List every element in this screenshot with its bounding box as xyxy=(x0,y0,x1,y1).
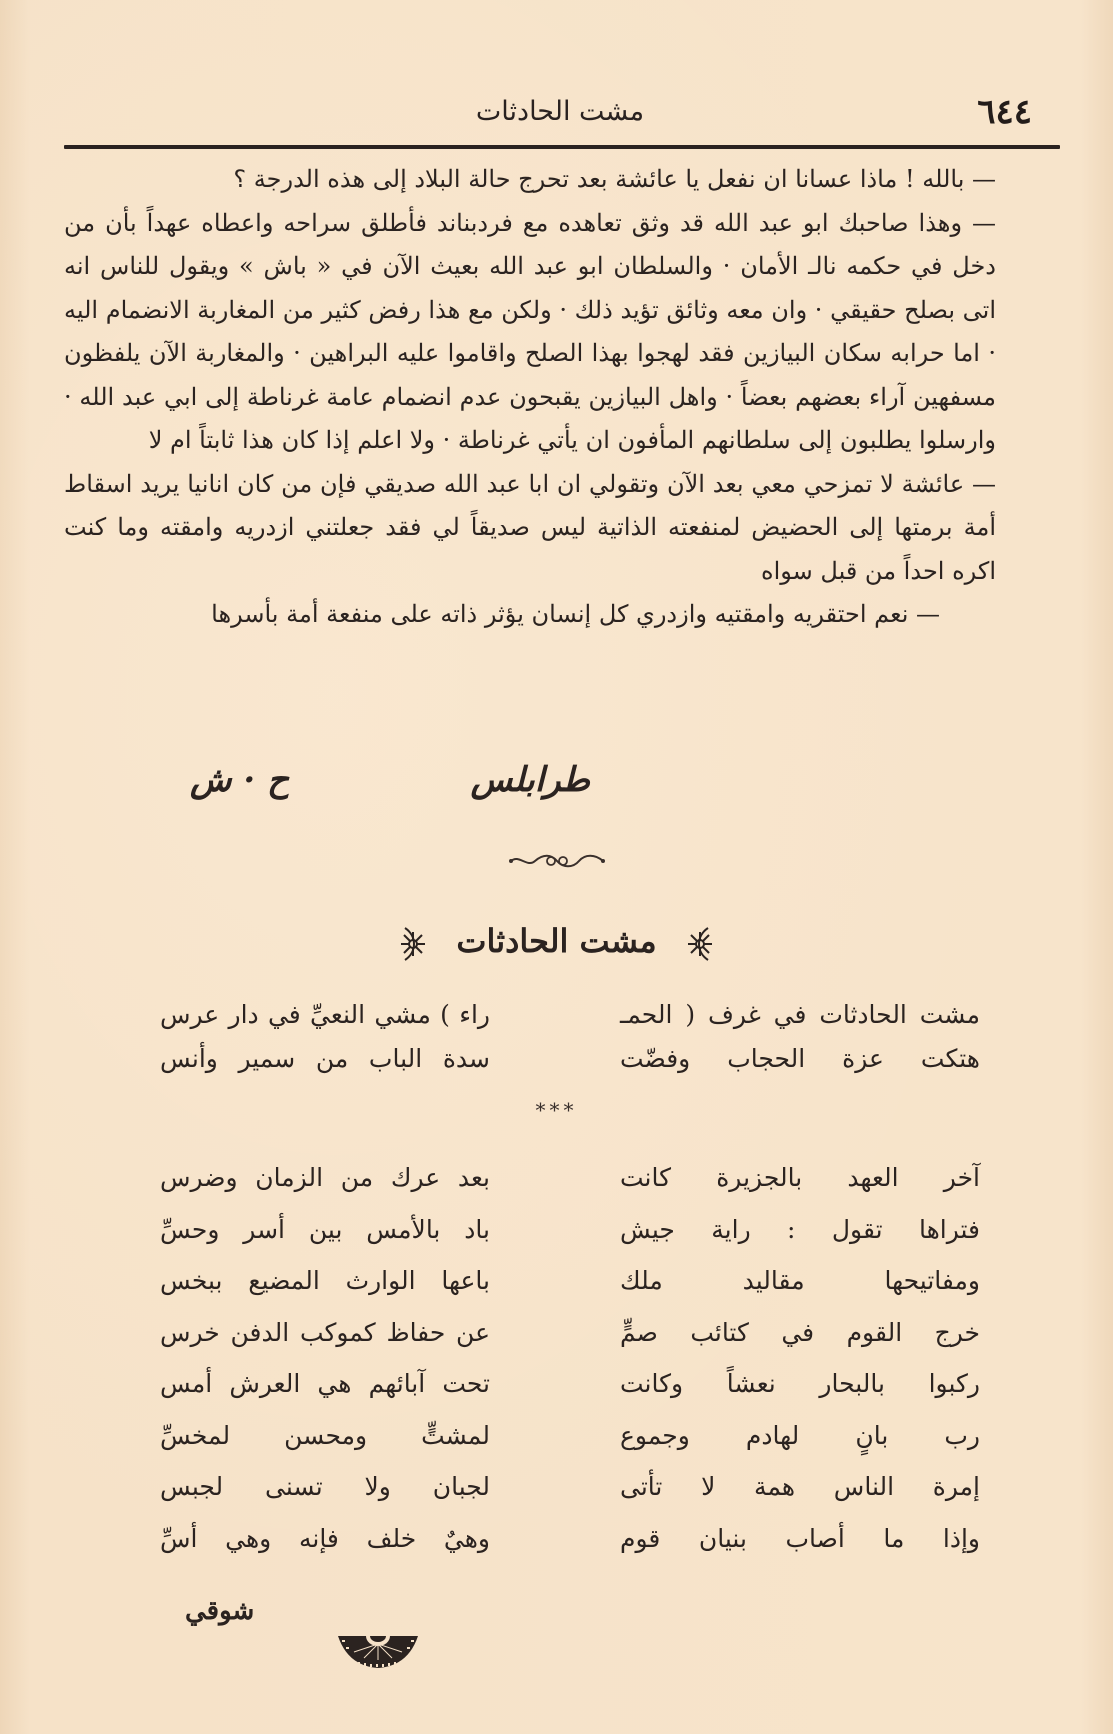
verse-first-hemistich: إمرة الناس همة لا تأتى xyxy=(620,1472,980,1501)
verse xyxy=(140,1359,980,1411)
poem-stanza-2 xyxy=(140,1153,980,1565)
verse xyxy=(140,1514,980,1566)
verse-first-hemistich: ركبوا بالبحار نعشاً وكانت xyxy=(620,1369,980,1398)
paragraph: — نعم احتقريه وامقتيه وازدري كل إنسان يؤثر ذاته على منفعة أمة بأسرها xyxy=(211,600,940,628)
star-ornament-icon xyxy=(395,926,431,962)
verse-first-hemistich: رب بانٍ لهادم وجموع xyxy=(620,1420,980,1450)
poem-title-text: مشت الحادثات xyxy=(456,922,657,960)
verse-second-hemistich: وهيٌ خلف فإنه وهي أسِّ xyxy=(160,1523,490,1553)
verse-first-hemistich: وإذا ما أصاب بنيان قوم xyxy=(620,1523,980,1553)
verse-first-hemistich: ومفاتيحها مقاليد ملك xyxy=(620,1266,980,1295)
verse xyxy=(140,1153,980,1205)
verse-first-hemistich: فتراها تقول : راية جيش xyxy=(620,1214,980,1244)
star-ornament-icon xyxy=(682,926,718,962)
running-title: مشت الحادثات xyxy=(475,96,645,127)
fan-tailpiece-ornament-icon xyxy=(336,1630,420,1670)
running-head xyxy=(62,92,1058,138)
flourish-ornament-icon xyxy=(507,852,607,870)
paragraph: — عائشة لا تمزحي معي بعد الآن وتقولي ان ابا عبد الله صديقي فإن من كان انانيا يريد اسقاط أمة برمتها إلى الحضيض لمنفعته الذاتية ليس صديقاً لي فقد جعلتني ازدريه وامقته وما كنت اكره احداً من قبل سواه xyxy=(64,469,996,585)
prose-body xyxy=(64,158,1060,637)
signature-place: طرابلس xyxy=(470,760,590,800)
verse-second-hemistich: راء ) مشي النعيِّ في دار عرس xyxy=(160,1000,490,1029)
verse xyxy=(140,1256,980,1308)
verse-second-hemistich: بعد عرك من الزمان وضرس xyxy=(160,1163,490,1192)
verse-second-hemistich: باد بالأمس بين أسر وحسِّ xyxy=(160,1214,490,1244)
signature-initials: ح · ش xyxy=(190,760,289,800)
verse-first-hemistich: هتكت عزة الحجاب وفضّت xyxy=(620,1044,980,1073)
verse xyxy=(140,1462,980,1514)
verse-second-hemistich: عن حفاظ كموكب الدفن خرس xyxy=(160,1317,490,1347)
header-rule xyxy=(64,145,1060,149)
verse-second-hemistich: سدة الباب من سمير وأنس xyxy=(160,1044,490,1073)
verse-second-hemistich: لمشتٍّ ومحسن لمخسِّ xyxy=(160,1420,490,1450)
verse xyxy=(140,1000,980,1044)
poem-stanza-1 xyxy=(140,1000,980,1088)
verse xyxy=(140,1044,980,1088)
verse xyxy=(140,1308,980,1360)
verse-first-hemistich: مشت الحادثات في غرف ( الحمـ xyxy=(620,1000,980,1029)
verse-second-hemistich: تحت آبائهم هي العرش أمس xyxy=(160,1369,490,1398)
verse-second-hemistich: باعها الوارث المضيع ببخس xyxy=(160,1266,490,1295)
verse-second-hemistich: لجبان ولا تسنى لجبس xyxy=(160,1472,490,1501)
paragraph: — وهذا صاحبك ابو عبد الله قد وثق تعاهده مع فردبناند فأطلق سراحه واعطاه عهداً بأن من دخل في حكمه نالـ الأمان · والسلطان ابو عبد الله بعيث الآن في « باش » ويقول للناس انه اتى بصلح حقيقي · وان معه وثائق تؤيد ذلك · ولكن مع هذا رفض كثير من المغاربة الانضمام اليه · اما حرابه سكان البيازين فقد لهجوا بهذا الصلح واقاموا عليه البراهين · والمغاربة الآن يلفظون مسفهين آراء بعضهم بعضاً · واهل البيازين يقبحون عدم انضمام عامة غرناطة إلى ابي عبد الله · وارسلوا يطلبون إلى سلطانهم المأفون ان يأتي غرناطة · ولا اعلم إذا كان هذا ثابتاً ام لا xyxy=(64,208,996,454)
paragraph: — بالله ! ماذا عسانا ان نفعل يا عائشة بعد تحرج حالة البلاد إلى هذه الدرجة ؟ xyxy=(233,165,996,193)
verse xyxy=(140,1205,980,1257)
asterism-separator: *** xyxy=(535,1098,578,1122)
verse-first-hemistich: آخر العهد بالجزيرة كانت xyxy=(620,1163,980,1192)
verse-first-hemistich: خرج القوم في كتائب صمٍّ xyxy=(620,1317,980,1347)
poet-name: شوقي xyxy=(185,1596,255,1626)
verse xyxy=(140,1411,980,1463)
page-number: ٦٤٤ xyxy=(977,92,1032,132)
poem-title xyxy=(0,922,1113,962)
